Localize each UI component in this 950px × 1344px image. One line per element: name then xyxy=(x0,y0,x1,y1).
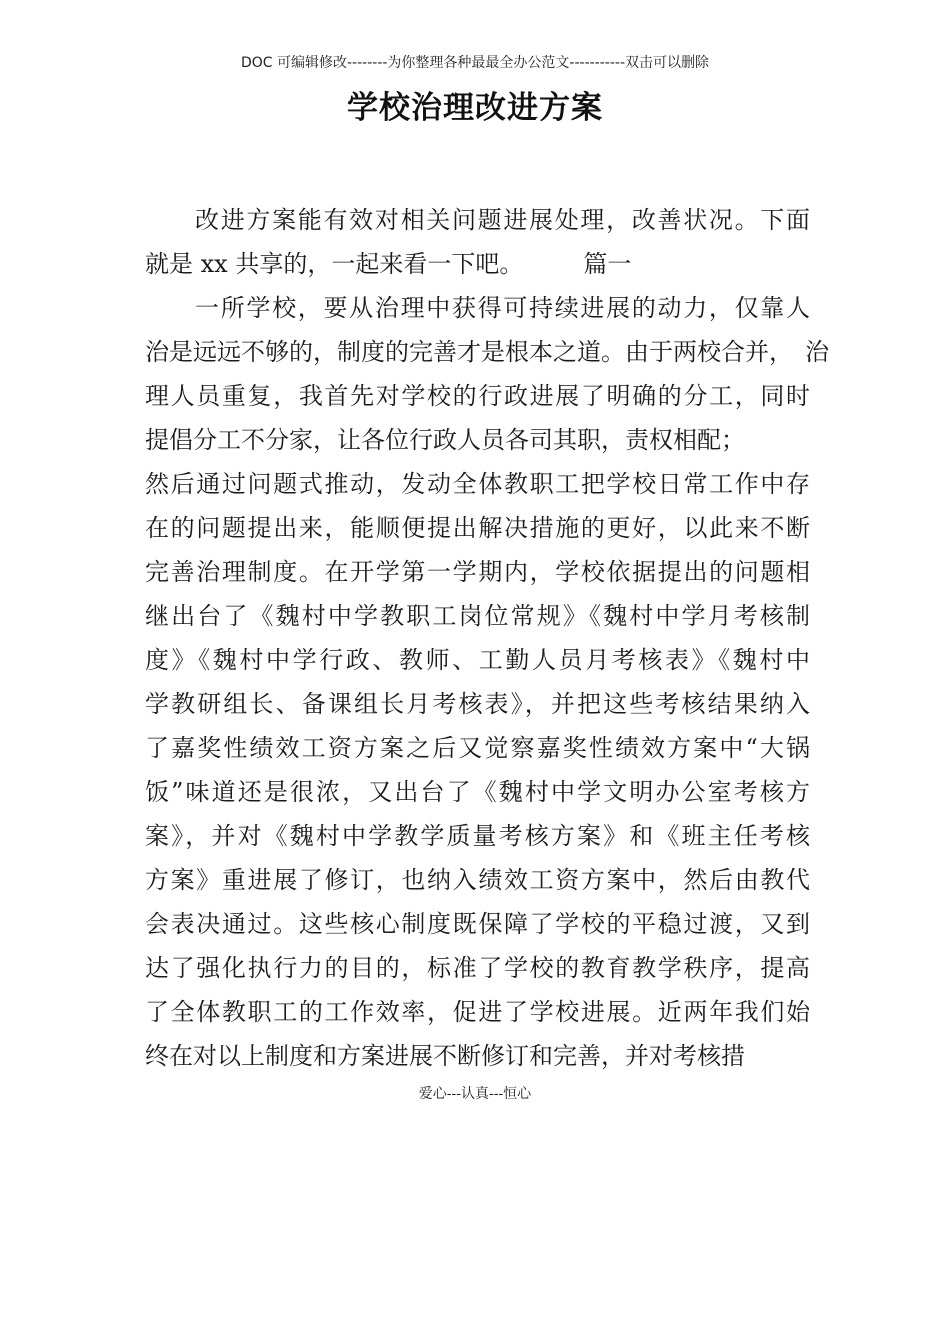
body-line: 一所学校，要从治理中获得可持续进展的动力，仅靠人 xyxy=(195,294,810,322)
body-line: 学教研组长、备课组长月考核表》，并把这些考核结果纳入 xyxy=(145,690,810,718)
body-line: 在的问题提出来，能顺便提出解决措施的更好，以此来不断 xyxy=(145,514,810,542)
body-line: 改进方案能有效对相关问题进展处理，改善状况。下面 xyxy=(195,206,810,234)
body-line: 饭”味道还是很浓，又出台了《魏村中学文明办公室考核方 xyxy=(145,778,810,806)
body-line: 案》，并对《魏村中学教学质量考核方案》和《班主任考核 xyxy=(145,822,810,850)
body-line: 达了强化执行力的目的，标准了学校的教育教学秩序，提高 xyxy=(145,954,810,982)
body-line: 提倡分工不分家，让各位行政人员各司其职，责权相配； xyxy=(145,426,745,454)
body-line: 度》《魏村中学行政、教师、工勤人员月考核表》《魏村中 xyxy=(145,646,810,674)
body-line: 然后通过问题式推动，发动全体教职工把学校日常工作中存 xyxy=(145,470,810,498)
page-title: 学校治理改进方案 xyxy=(347,90,603,126)
body-line: 治是远远不够的，制度的完善才是根本之道。由于两校合并， 治 xyxy=(145,338,829,366)
body-line: 完善治理制度。在开学第一学期内，学校依据提出的问题相 xyxy=(145,558,810,586)
body-line: 就是 xx 共享的，一起来看一下吧。 篇一 xyxy=(145,250,632,278)
body-line: 方案》重进展了修订，也纳入绩效工资方案中，然后由教代 xyxy=(145,866,810,894)
body-line: 了全体教职工的工作效率，促进了学校进展。近两年我们始 xyxy=(145,998,810,1026)
body-line: 终在对以上制度和方案进展不断修订和完善，并对考核措 xyxy=(145,1042,745,1070)
header-note: DOC 可编辑修改--------为你整理各种最最全办公范文-----------双击可以删除 xyxy=(240,55,709,71)
body-line: 了嘉奖性绩效工资方案之后又觉察嘉奖性绩效方案中“大锅 xyxy=(145,734,810,762)
body-line: 会表决通过。这些核心制度既保障了学校的平稳过渡，又到 xyxy=(145,910,810,938)
footer-motto: 爱心---认真---恒心 xyxy=(418,1086,532,1102)
body-line: 继出台了《魏村中学教职工岗位常规》《魏村中学月考核制 xyxy=(145,602,810,630)
body-line: 理人员重复，我首先对学校的行政进展了明确的分工，同时 xyxy=(145,382,810,410)
